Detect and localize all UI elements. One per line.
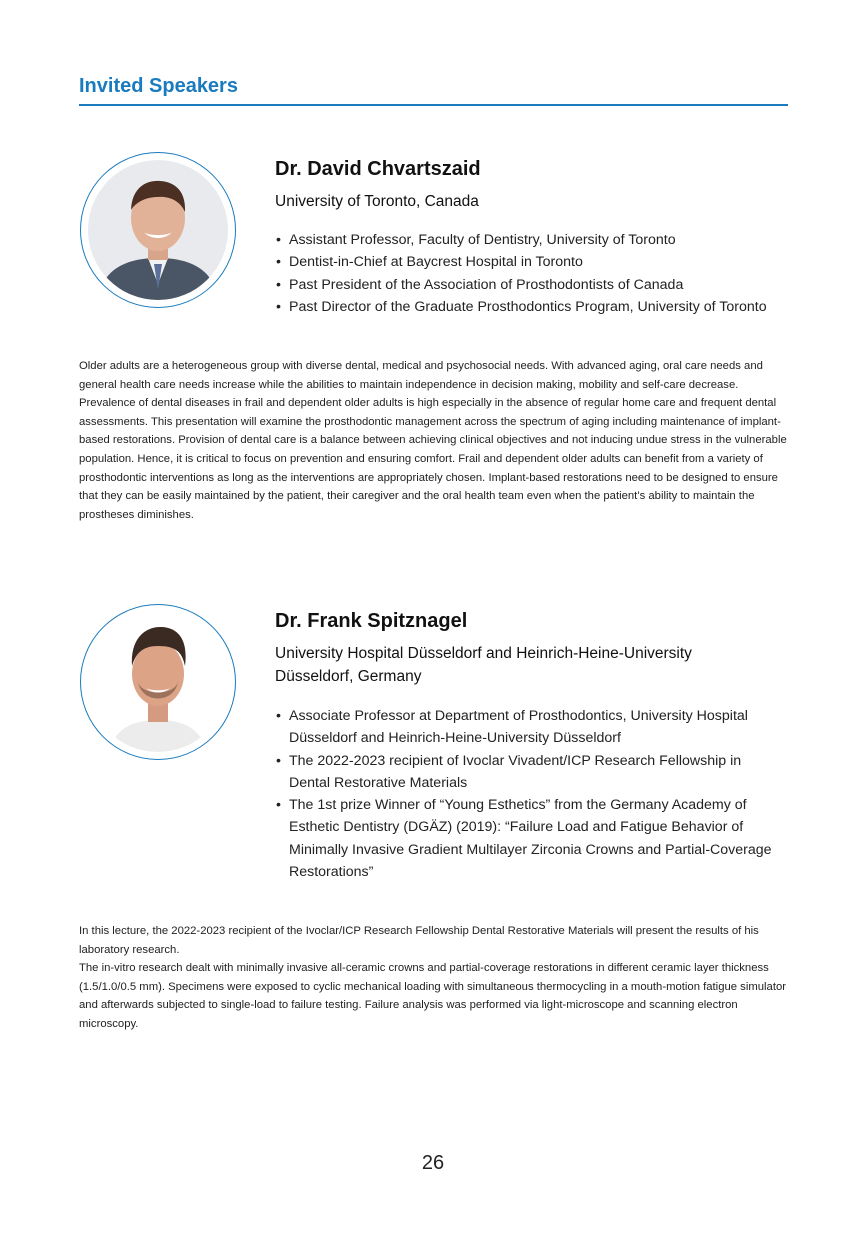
speaker-affiliation <box>275 190 775 213</box>
credential-item: • Dentist-in-Chief at Baycrest Hospital in Toronto <box>275 251 767 273</box>
speaker-credentials <box>275 705 775 883</box>
speaker-photo-chvartszaid <box>80 152 236 308</box>
portrait-icon <box>88 160 228 300</box>
title-divider <box>79 104 788 106</box>
speaker-abstract: Older adults are a heterogeneous group with diverse dental, medical and psychosocial needs. With advanced aging, oral care needs and general health care needs increase while the abilities to maintain independence in decision making, mobility and self-care decrease. Prevalence of dental diseases in frail and dependent older adults is high especially in the absence of regular home care and frequent dental assessments. This presentation will examine the prosthodontic management across the spectrum of aging including maintenance of implant-based restorations. Provision of dental care is a balance between achieving clinical objectives and not inducing undue stress in the vulnerable population. Hence, it is critical to focus on prevention and ensuring comfort. Frail and dependent older adults can benefit from a variety of prosthodontic interventions as long as the interventions are appropriately chosen. Implant-based restorations need to be designed to ensure that they can be easily maintained by the patient, their caregiver and the oral health team even when the patient’s ability to maintain the prostheses diminishes. <box>79 360 787 521</box>
page-number: 26 <box>421 1152 445 1174</box>
credential-item: • The 1st prize Winner of “Young Esthetics” from the Germany Academy of Esthetic Dentistry (DGÄZ) (2019): “Failure Load and Fatigue Behavior of Minimally Invasive Gradient Multilayer Zirconia Crowns and Partial-Coverage Restorations” <box>275 794 775 883</box>
portrait-icon <box>88 612 228 752</box>
credential-item: • Past Director of the Graduate Prosthodontics Program, University of Toronto <box>275 296 767 318</box>
credential-item: • The 2022-2023 recipient of Ivoclar Vivadent/ICP Research Fellowship in Dental Restorative Materials <box>275 750 775 795</box>
credential-item: • Past President of the Association of Prosthodontists of Canada <box>275 274 767 296</box>
affiliation-line: University of Toronto, Canada <box>275 193 479 210</box>
abstract-paragraph: The in-vitro research dealt with minimally invasive all-ceramic crowns and partial-coverage restorations in different ceramic layer thickness (1.5/1.0/0.5 mm). Specimens were exposed to cyclic mechanical loading with simultaneous thermocycling in a mouth-motion fatigue simulator and afterwards subjected to single-load to failure testing. Failure analysis was performed via light-microscope and scanning electron microscopy. <box>79 962 787 1030</box>
credential-item: • Associate Professor at Department of Prosthodontics, University Hospital Düsseldorf and Heinrich-Heine-University Düsseldorf <box>275 705 775 750</box>
speaker-name: Dr. Frank Spitznagel <box>275 610 468 632</box>
speaker-affiliation <box>275 642 775 688</box>
speaker-credentials <box>275 229 767 318</box>
abstract-paragraph: In this lecture, the 2022-2023 recipient of the Ivoclar/ICP Research Fellowship Dental Restorative Materials will present the results of his laboratory research. <box>79 925 759 956</box>
credential-item: • Assistant Professor, Faculty of Dentistry, University of Toronto <box>275 229 767 251</box>
speaker-name: Dr. David Chvartszaid <box>275 158 481 180</box>
affiliation-line: University Hospital Düsseldorf and Heinrich-Heine-University <box>275 645 692 662</box>
speaker-abstract <box>79 922 791 1034</box>
section-title: Invited Speakers <box>79 75 238 97</box>
speaker-photo-spitznagel <box>80 604 236 760</box>
affiliation-line: Düsseldorf, Germany <box>275 668 422 685</box>
